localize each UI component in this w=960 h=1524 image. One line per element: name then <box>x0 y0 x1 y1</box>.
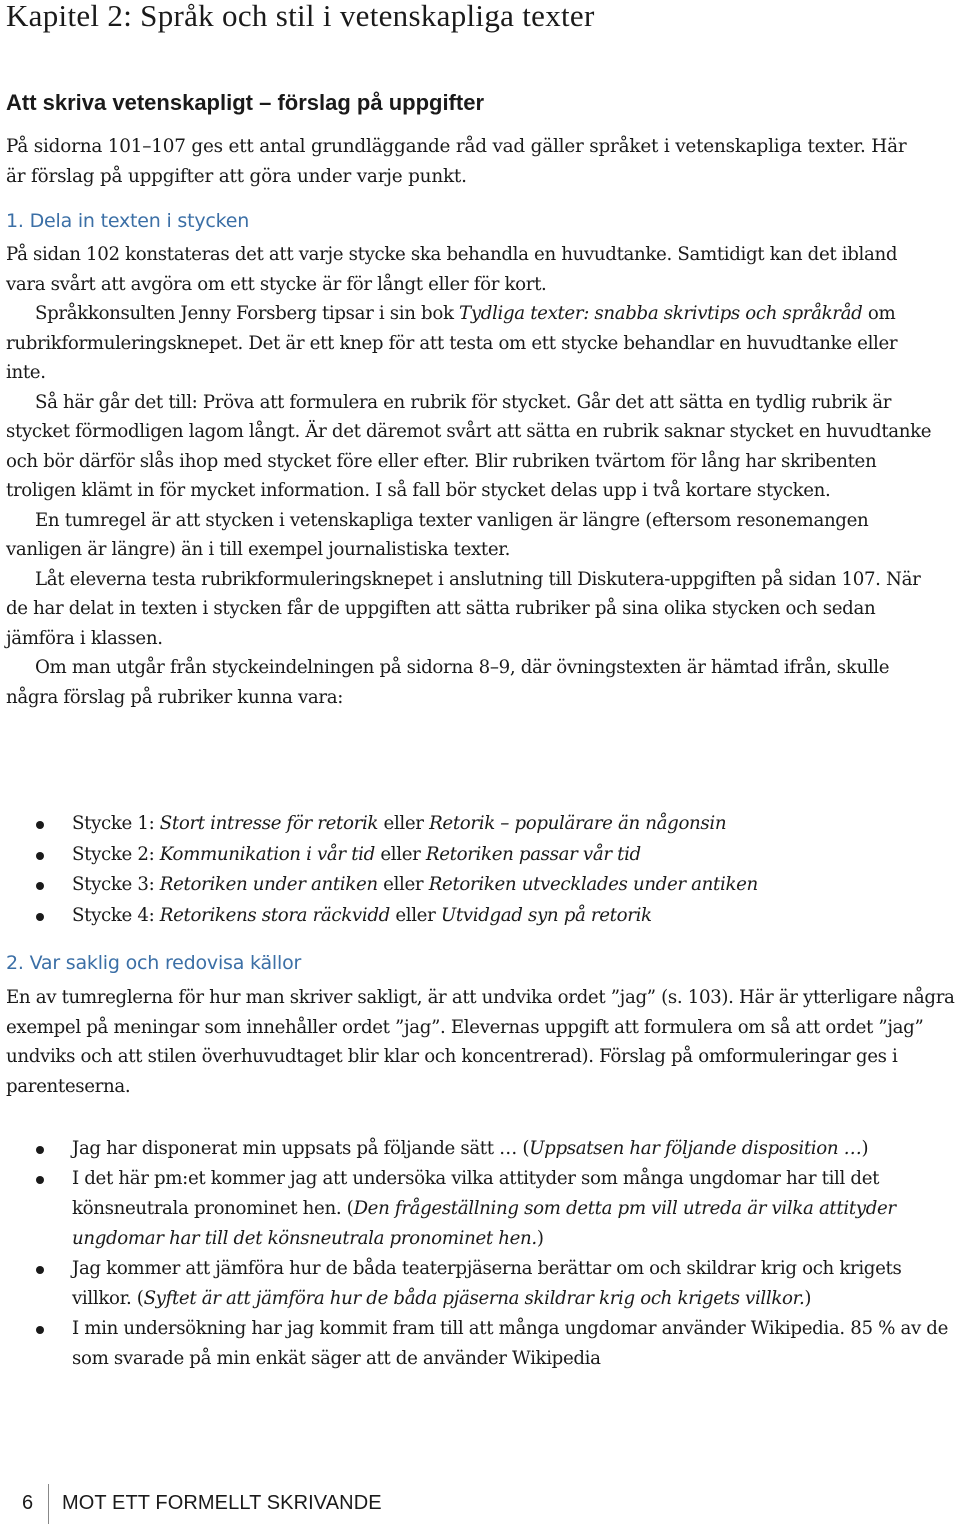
p2-text-a: Språkkonsulten Jenny Forsberg tipsar i sin bok <box>35 303 460 324</box>
list-item: Stycke 3: Retoriken under antiken eller Retoriken utvecklades under antiken <box>0 870 960 901</box>
section1-paragraph-4: En tumregel är att stycken i vetenskapliga texter vanligen är längre (eftersom resonemangen vanligen är längre) än i till exempel journalistiska texter. <box>6 509 869 560</box>
section1-body <box>6 240 936 712</box>
section-title: Att skriva vetenskapligt – förslag på uppgifter <box>6 90 485 115</box>
list-item: Jag har disponerat min uppsats på följande sätt … (Uppsatsen har följande disposition …) <box>0 1134 960 1164</box>
bullet-icon <box>36 1146 44 1154</box>
footer-divider <box>48 1484 49 1524</box>
bullet-icon <box>36 913 44 921</box>
list-item: Stycke 1: Stort intresse för retorik eller Retorik – populärare än någonsin <box>0 809 960 840</box>
list-item: Stycke 2: Kommunikation i vår tid eller Retoriken passar vår tid <box>0 840 960 871</box>
list-item: Jag kommer att jämföra hur de båda teaterpjäserna berättar om och skildrar krig och krigets villkor. (Syftet är att jämföra hur de båda pjäserna skildrar krig och krigets villkor.) <box>0 1254 960 1314</box>
section1-paragraph-6: Om man utgår från styckeindelningen på sidorna 8–9, där övningstexten är hämtad ifrån, skulle några förslag på rubriker kunna vara: <box>6 657 890 708</box>
section1-paragraph-5: Låt eleverna testa rubrikformuleringsknepet i anslutning till Diskutera-uppgiften på sidan 107. När de har delat in texten i stycken får de uppgiften att sätta rubriker på sina olika stycken och sedan jämföra i klassen. <box>6 568 921 649</box>
list-item: I min undersökning har jag kommit fram till att många ungdomar använder Wikipedia. 85 % av de som svarade på min enkät säger att de använder Wikipedia <box>0 1314 960 1374</box>
section2-paragraph-1: En av tumreglerna för hur man skriver sakligt, är att undvika ordet ”jag” (s. 103). Här är ytterligare några exempel på meningar som innehåller ordet ”jag”. Elevernas uppgift att formulera om så att ordet ”jag” undviks och att stilen överhuvudtaget blir klar och koncentrerad). Förslag på omformuleringar ges i parenteserna. <box>6 987 955 1097</box>
list-item: Stycke 4: Retorikens stora räckvidd eller Utvidgad syn på retorik <box>0 901 960 932</box>
section1-paragraph-1: På sidan 102 konstateras det att varje stycke ska behandla en huvudtanke. Samtidigt kan det ibland vara svårt att avgöra om ett stycke är för långt eller för kort. <box>6 244 898 295</box>
section2-body <box>6 983 956 1101</box>
section2-heading: 2. Var saklig och redovisa källor <box>6 952 302 974</box>
bullet-icon <box>36 852 44 860</box>
section1-paragraph-3: Så här går det till: Pröva att formulera en rubrik för stycket. Går det att sätta en tydlig rubrik är stycket förmodligen lagom långt. Är det däremot svårt att sätta en rubrik saknar stycket en huvudtanke och bör därför slås ihop med stycket före eller efter. Blir rubriken tvärtom för lång har skribenten troligen klämt in för mycket information. I så fall bör stycket delas upp i två kortare stycken. <box>6 391 932 501</box>
rewrite-examples-list <box>0 1134 960 1374</box>
chapter-title: Kapitel 2: Språk och stil i vetenskapliga texter <box>6 0 595 33</box>
list-item: I det här pm:et kommer jag att undersöka vilka attityder som många ungdomar har till det könsneutrala pronominet hen. (Den frågeställning som detta pm vill utreda är vilka attityder ungdomar har till det könsneutrala pronominet hen.) <box>0 1164 960 1254</box>
bullet-icon <box>36 1326 44 1334</box>
heading-suggestions-list <box>0 809 960 931</box>
section1-paragraph-2 <box>6 299 936 388</box>
page-number: 6 <box>22 1492 34 1514</box>
bullet-icon <box>36 821 44 829</box>
section1-heading: 1. Dela in texten i stycken <box>6 210 250 232</box>
bullet-icon <box>36 1266 44 1274</box>
running-title: MOT ETT FORMELLT SKRIVANDE <box>62 1492 382 1514</box>
intro-paragraph: På sidorna 101–107 ges ett antal grundläggande råd vad gäller språket i vetenskapliga texter. Här är förslag på uppgifter att göra under varje punkt. <box>6 136 907 187</box>
bullet-icon <box>36 1176 44 1184</box>
p2-text-b: om rubrikformuleringsknepet. Det är ett knep för att testa om ett stycke behandlar en huvudtanke eller inte. <box>6 303 898 383</box>
bullet-icon <box>36 882 44 890</box>
book-title: Tydliga texter: snabba skrivtips och språkråd <box>459 303 863 324</box>
